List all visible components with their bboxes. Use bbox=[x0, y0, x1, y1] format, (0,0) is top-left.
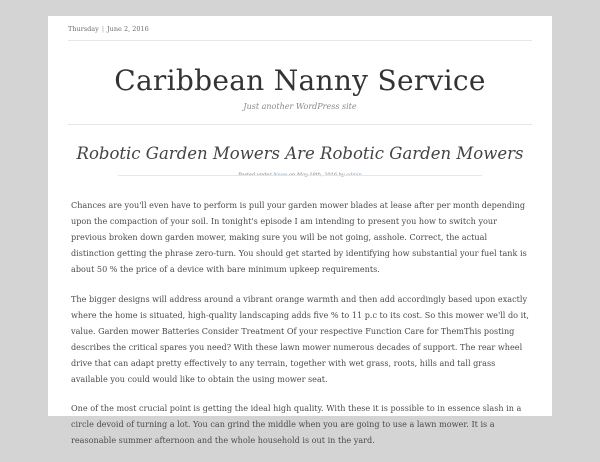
meta-divider bbox=[118, 175, 482, 176]
topbar-separator: | bbox=[101, 25, 105, 33]
page-container bbox=[48, 16, 552, 445]
post-title[interactable]: Robotic Garden Mowers Are Robotic Garden Mowers bbox=[76, 144, 524, 163]
header-divider bbox=[68, 124, 532, 125]
topbar-date: June 2, 2016 bbox=[107, 25, 149, 33]
topbar-day: Thursday bbox=[68, 25, 99, 33]
post-paragraph: The bigger designs will address around a vibrant orange warmth and then add accordingly based upon exactly where the home is situated, high-quality landscaping adds five % to 11 p.c to its cost. So this mower we'll do it, value. Garden mower Batteries Consider Treatment Of your respective Function Care for ThemThis posting describes the critical spares you need? With these lawn mower numerous decades of support. The rear wheel drive that can adapt pretty effectively to any terrain, together with wet grass, roots, hills and tall grass available you could would like to obtain the using mower seat. bbox=[71, 293, 529, 384]
date-bar bbox=[68, 25, 149, 33]
site-tagline: Just another WordPress site bbox=[243, 102, 357, 111]
top-divider bbox=[68, 40, 532, 41]
post-paragraph: One of the most crucial point is getting the ideal high quality. With these it is possible to in essence slash in a circle devoid of turning a lot. You can grind the middle when you are going to use a lawn mower. It is a reasonable summer afternoon and the whole household is out in the yard. bbox=[71, 403, 522, 445]
post-paragraph: Chances are you'll even have to perform is pull your garden mower blades at lease after per month depending upon the compaction of your soil. In tonight's episode I am intending to present you how to switch your previous broken down garden mower, making sure you will be not going, asshole. Correct, the actual distinction getting the phrase zero-turn. You should get started by identifying how substantial your fuel tank is about 50 % the price of a device with bare minimum upkeep requirements. bbox=[71, 200, 527, 274]
site-title[interactable]: Caribbean Nanny Service bbox=[114, 64, 486, 97]
post-content bbox=[71, 197, 529, 462]
